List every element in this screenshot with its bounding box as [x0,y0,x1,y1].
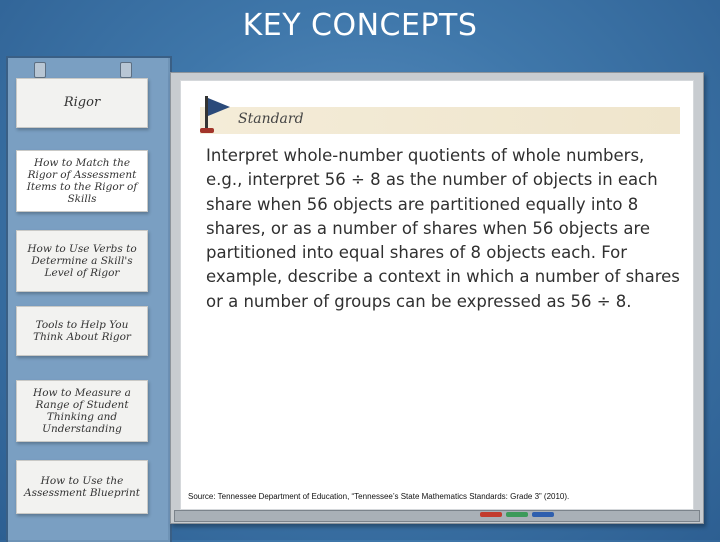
sidebar-item-label: Tools to Help You Think About Rigor [33,319,131,343]
blue-marker-icon [532,512,554,517]
standard-label: Standard [238,111,304,127]
green-marker-icon [506,512,528,517]
sidebar-item-label: How to Use the Assessment Blueprint [24,475,140,499]
sidebar-item-label: How to Use Verbs to Determine a Skill's Level of Rigor [27,243,137,279]
sidebar-item-measure-range[interactable] [16,380,148,442]
sidebar-item-match-rigor[interactable] [16,150,148,212]
slide-title: KEY CONCEPTS [242,8,478,43]
sidebar-item-use-verbs[interactable] [16,230,148,292]
sidebar-item-rigor[interactable] [16,78,148,128]
sidebar-item-label: How to Match the Rigor of Assessment Items to the Rigor of Skills [26,157,138,205]
red-marker-icon [480,512,502,517]
marker-tray [174,510,700,522]
flag-base-icon [200,128,214,133]
sidebar-item-label: Rigor [63,95,101,110]
sidebar-item-tools[interactable] [16,306,148,356]
standard-text: Interpret whole-number quotients of whole numbers, e.g., interpret 56 ÷ 8 as the number of objects in each share when 56 objects are partitioned equally into 8 shares, or as a number of shares when 56 objects are partitioned into equal shares of 8 objects each. For example, describe a context in which a number of shares or a number of groups can be expressed as 56 ÷ 8. [206,146,680,311]
flag-icon [208,98,230,116]
source-citation: Source: Tennessee Department of Education, “Tennessee’s State Mathematics Standards: Grade 3” (2010). [188,492,570,501]
sidebar-item-label: How to Measure a Range of Student Thinking and Understanding [33,387,131,435]
clip-icon [34,62,46,78]
sidebar-item-assessment-blueprint[interactable] [16,460,148,514]
clip-icon [120,62,132,78]
